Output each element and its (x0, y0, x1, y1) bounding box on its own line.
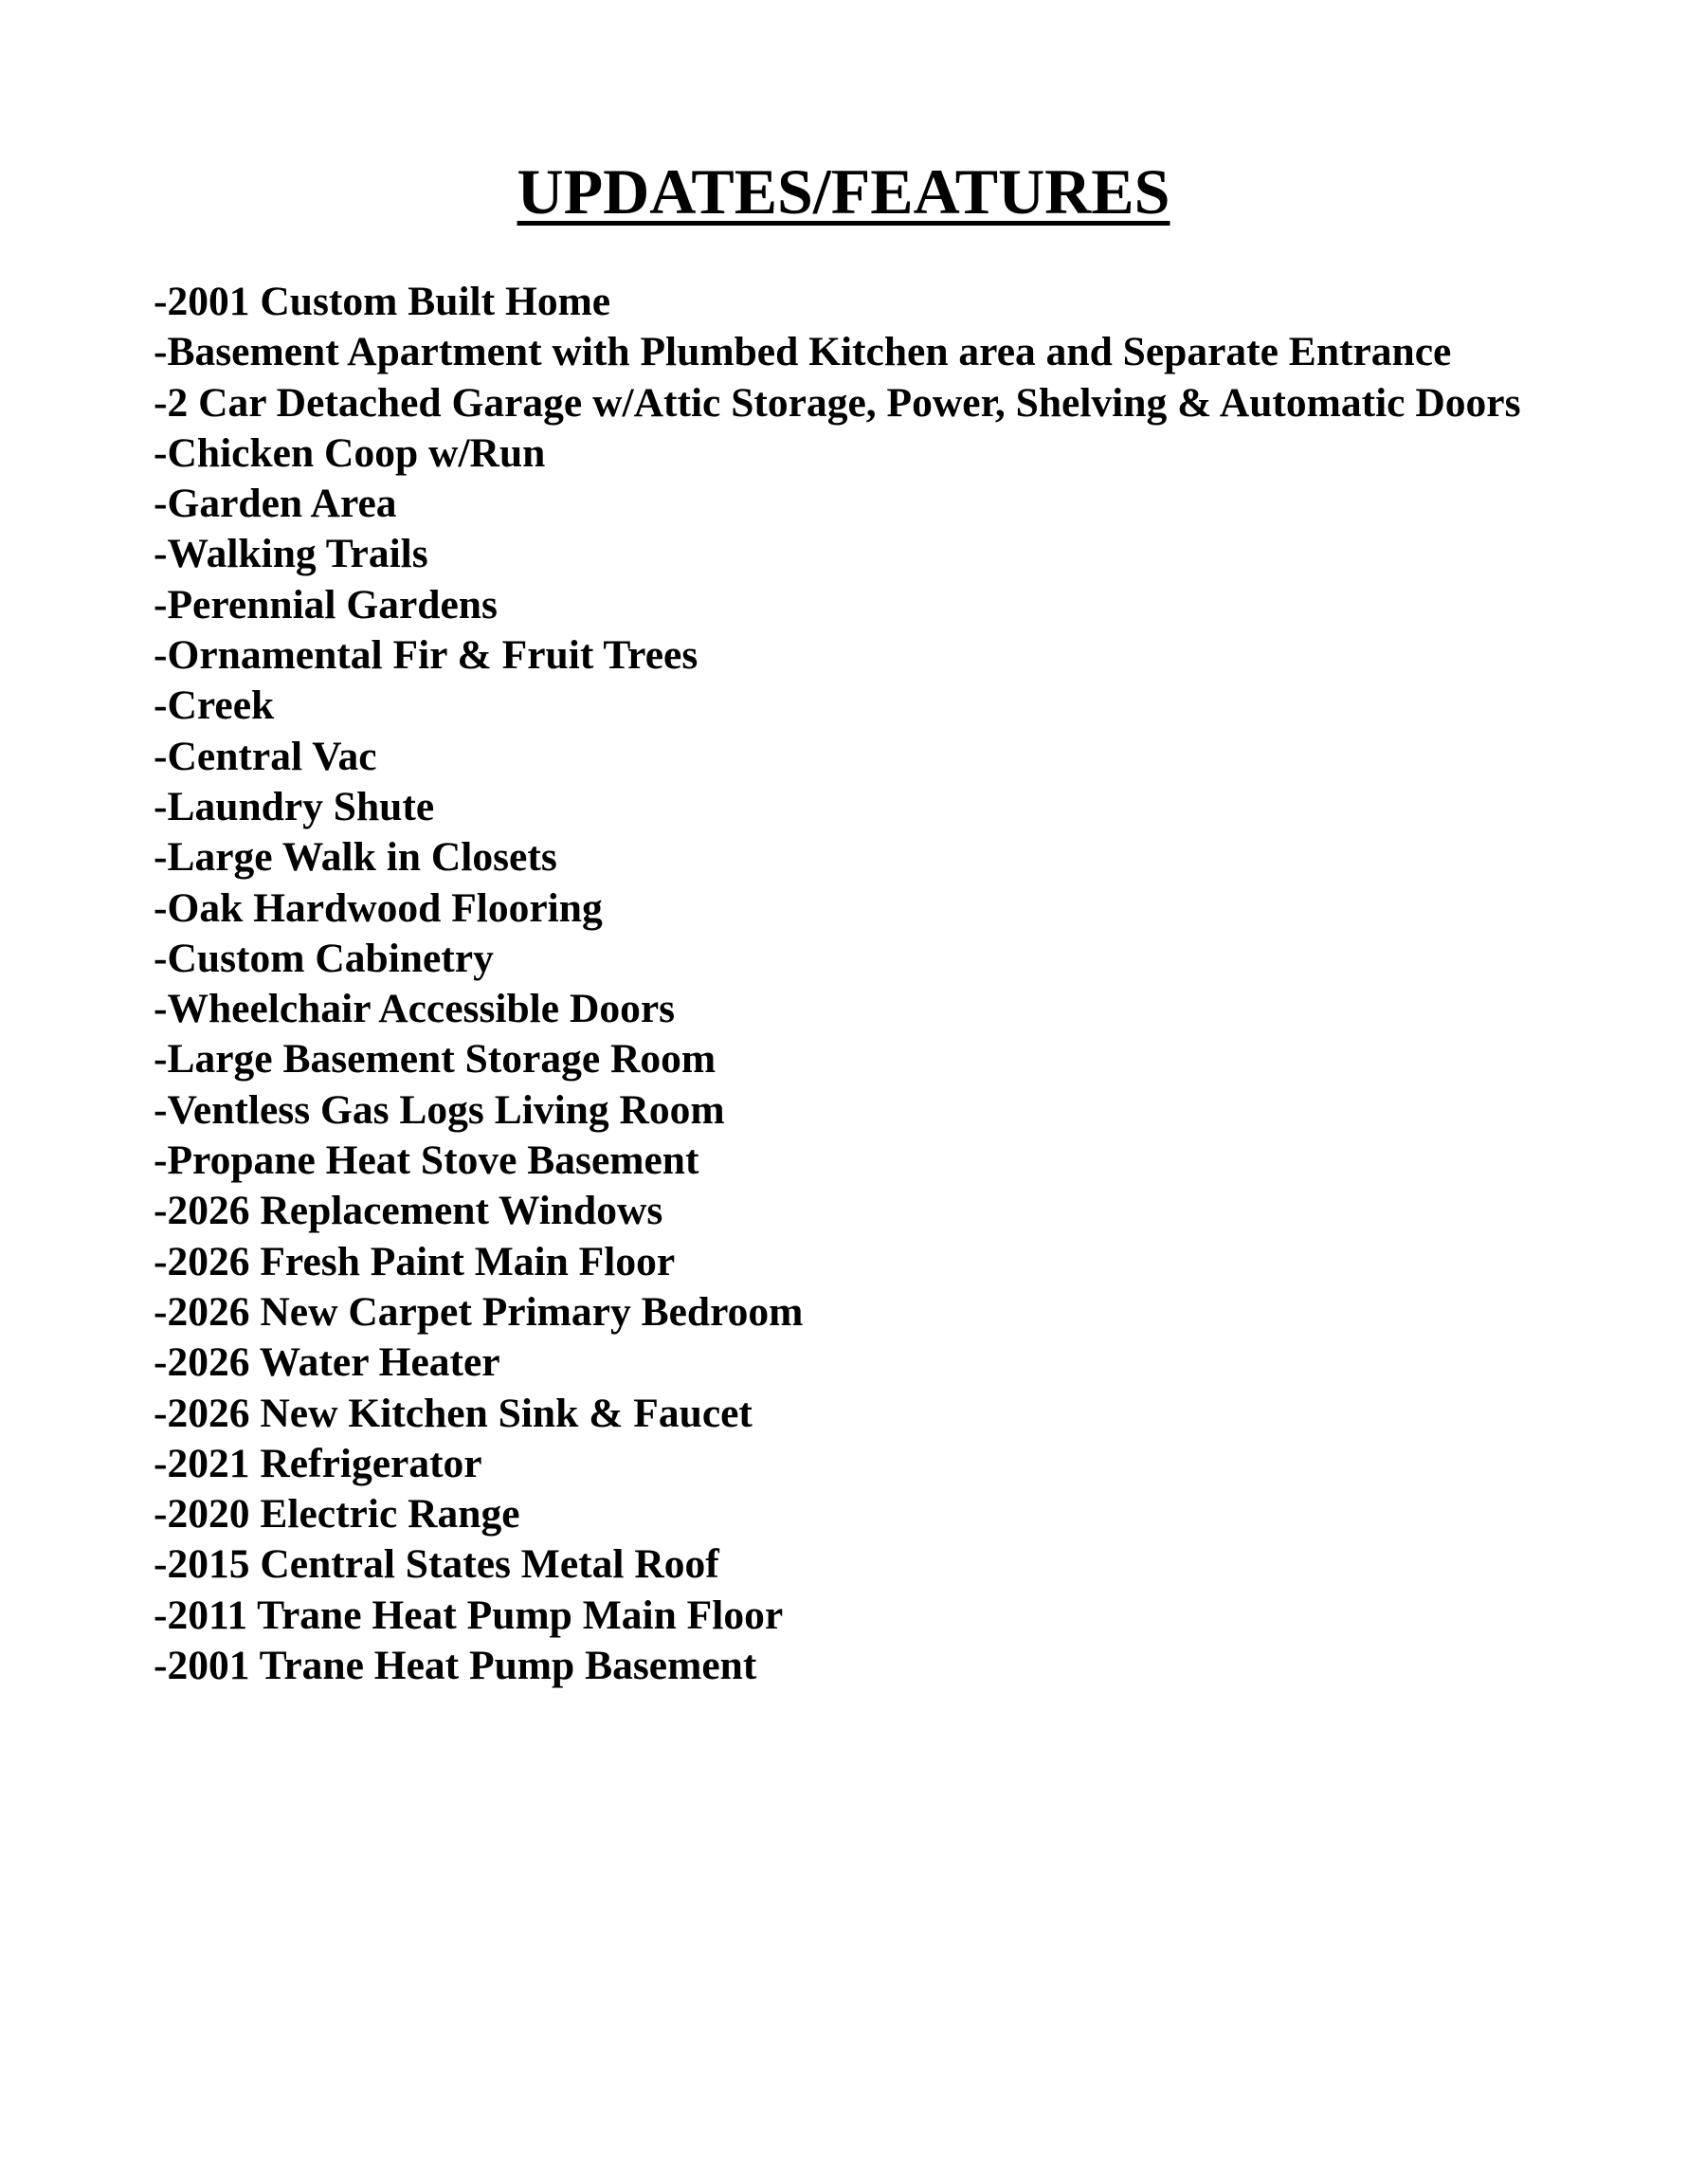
feature-item: -2001 Custom Built Home (154, 279, 611, 324)
feature-item: -Laundry Shute (154, 783, 435, 829)
feature-item: -2020 Electric Range (154, 1491, 520, 1538)
feature-item: -2026 Water Heater (154, 1339, 500, 1386)
feature-item: -Ornamental Fir & Fruit Trees (154, 632, 698, 679)
feature-item: -Creek (154, 682, 275, 729)
feature-item: -Large Walk in Closets (154, 834, 557, 881)
feature-item: -2026 Replacement Windows (154, 1188, 663, 1234)
feature-item: -2026 New Kitchen Sink & Faucet (154, 1390, 753, 1436)
feature-item: -2001 Trane Heat Pump Basement (154, 1643, 757, 1689)
document-title: UPDATES/FEATURES (517, 155, 1170, 228)
feature-item: -2026 New Carpet Primary Bedroom (154, 1288, 804, 1335)
feature-item: -Large Basement Storage Room (154, 1036, 717, 1083)
feature-item: -Perennial Gardens (154, 581, 498, 628)
feature-item: -2 Car Detached Garage w/Attic Storage, Power, Shelving & Automatic Doors (154, 379, 1521, 426)
feature-item: -Custom Cabinetry (154, 935, 494, 981)
feature-item: -Oak Hardwood Flooring (154, 884, 603, 931)
feature-item: -Walking Trails (154, 531, 428, 577)
feature-item: -Basement Apartment with Plumbed Kitchen area and Separate Entrance (154, 329, 1452, 375)
feature-item: -2021 Refrigerator (154, 1440, 482, 1486)
feature-item: -2026 Fresh Paint Main Floor (154, 1238, 676, 1284)
feature-item: -Propane Heat Stove Basement (154, 1138, 699, 1184)
feature-item: -Garden Area (154, 481, 397, 527)
feature-item: -2015 Central States Metal Roof (154, 1541, 719, 1588)
feature-item: -2011 Trane Heat Pump Main Floor (154, 1592, 784, 1638)
feature-item: -Ventless Gas Logs Living Room (154, 1086, 725, 1133)
feature-item: -Wheelchair Accessible Doors (154, 986, 676, 1032)
feature-item: -Chicken Coop w/Run (154, 429, 546, 476)
features-list (154, 277, 1537, 1691)
feature-item: -Central Vac (154, 733, 377, 779)
